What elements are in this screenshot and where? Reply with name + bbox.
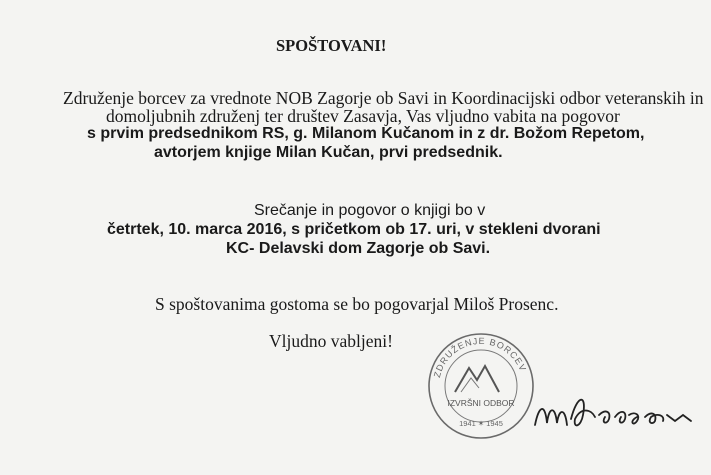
intro-line-1: Združenje borcev za vrednote NOB Zagorje ob Savi in Koordinacijski odbor veteranskih in [63,88,704,108]
mountain-icon [455,366,499,392]
closing-line: Vljudno vabljeni! [269,331,393,351]
moderator-line: S spoštovanima gostoma se bo pogovarjal Miloš Prosenc. [155,294,559,314]
event-date-line: četrtek, 10. marca 2016, s pričetkom ob 17. uri, v stekleni dvorani [107,221,601,238]
official-stamp [425,330,537,442]
guests-line: s prvim predsednikom RS, g. Milanom Kučanom in z dr. Božom Repetom, [87,125,645,142]
event-intro-line: Srečanje in pogovor o knjigi bo v [254,202,486,219]
intro-line-2: domoljubnih združenj ter društev Zasavja, Vas vljudno vabita na pogovor [106,106,620,126]
stamp-inner-text: IZVRŠNI ODBOR [447,398,515,408]
event-venue-line: KC- Delavski dom Zagorje ob Savi. [226,240,491,257]
margin-mark-icon [636,92,648,104]
salutation-heading: SPOŠTOVANI! [276,36,387,55]
stamp-ring-text: ZDRUŽENJE BORCEV [431,335,529,379]
handwritten-signature [525,385,711,445]
stamp-years: 1941 ✶ 1945 [459,419,503,428]
book-line: avtorjem knjige Milan Kučan, prvi predsednik. [154,144,503,161]
